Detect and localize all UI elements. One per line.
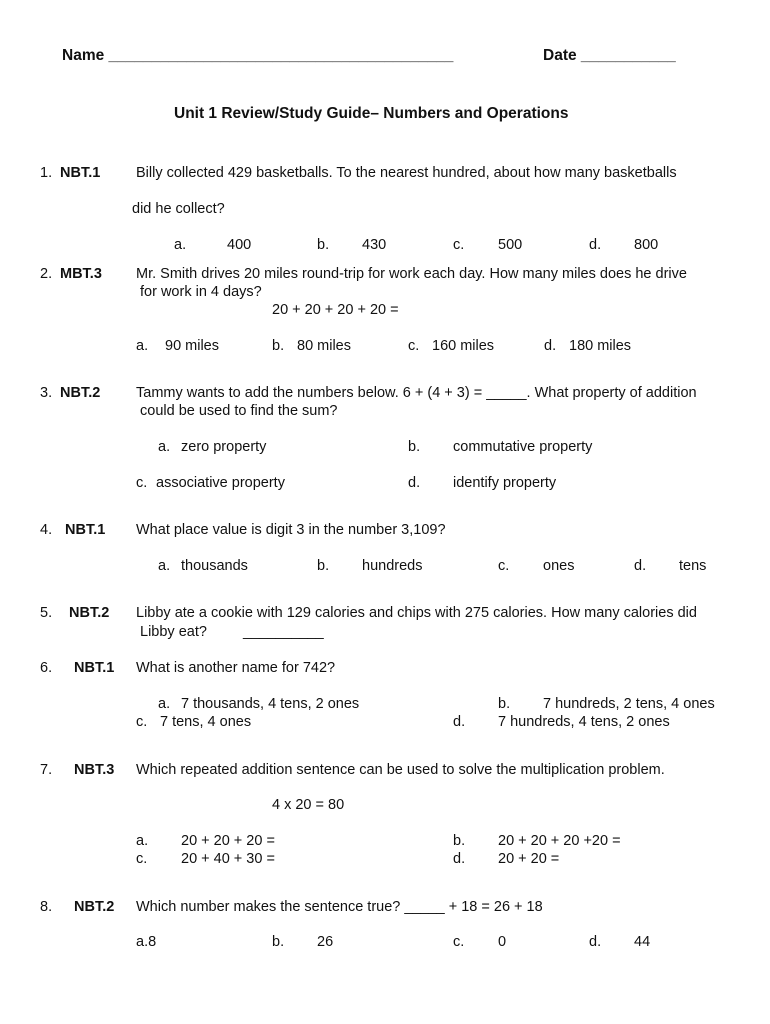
name-label: Name ________________________________________ xyxy=(62,47,454,64)
question-code: NBT.2 xyxy=(74,899,115,915)
question-text: could be used to find the sum? xyxy=(140,403,338,419)
option-a[interactable]: 400 xyxy=(227,237,252,253)
question-text: What place value is digit 3 in the number 3,109? xyxy=(136,522,446,538)
option-letter: b. xyxy=(317,237,330,253)
option-a[interactable]: 8 xyxy=(148,934,157,950)
question-number: 2. xyxy=(40,266,53,282)
option-letter: c. xyxy=(136,714,148,730)
question-text: Billy collected 429 basketballs. To the nearest hundred, about how many basketballs xyxy=(136,165,677,181)
question-code: NBT.1 xyxy=(74,660,115,676)
question-code: NBT.3 xyxy=(74,762,115,778)
option-letter: b. xyxy=(453,833,466,849)
option-d[interactable]: 44 xyxy=(634,934,651,950)
question-text: Tammy wants to add the numbers below. 6 + (4 + 3) = _____. What property of addition xyxy=(136,385,697,401)
option-d[interactable]: 7 hundreds, 4 tens, 2 ones xyxy=(498,714,670,730)
question-code: NBT.1 xyxy=(65,522,106,538)
question-text: for work in 4 days? xyxy=(140,284,262,300)
option-letter: b. xyxy=(498,696,511,712)
option-letter: a. xyxy=(136,833,149,849)
option-a[interactable]: zero property xyxy=(181,439,267,455)
option-letter: d. xyxy=(408,475,421,491)
option-letter: d. xyxy=(634,558,647,574)
question-number: 1. xyxy=(40,165,53,181)
question-number: 7. xyxy=(40,762,53,778)
option-c[interactable]: 7 tens, 4 ones xyxy=(160,714,252,730)
question-number: 6. xyxy=(40,660,53,676)
question-text: Libby eat? xyxy=(140,624,207,640)
option-b[interactable]: 26 xyxy=(317,934,334,950)
option-b[interactable]: commutative property xyxy=(453,439,593,455)
name-blank[interactable]: ________________________________________ xyxy=(108,47,454,64)
option-b[interactable]: hundreds xyxy=(362,558,423,574)
option-d[interactable]: 180 miles xyxy=(569,338,632,354)
question-text: What is another name for 742? xyxy=(136,660,336,676)
option-a[interactable]: 7 thousands, 4 tens, 2 ones xyxy=(181,696,360,712)
question-text: Mr. Smith drives 20 miles round-trip for work each day. How many miles does he drive xyxy=(136,266,687,282)
question-text: Libby ate a cookie with 129 calories and chips with 275 calories. How many calories did xyxy=(136,605,697,621)
option-letter: c. xyxy=(136,851,148,867)
option-letter: a. xyxy=(158,439,171,455)
question-text: did he collect? xyxy=(132,201,225,217)
option-letter: c. xyxy=(453,934,465,950)
option-letter: a. xyxy=(136,934,149,950)
date-blank[interactable]: ___________ xyxy=(580,47,676,64)
option-letter: c. xyxy=(498,558,510,574)
option-letter: c. xyxy=(453,237,465,253)
option-b[interactable]: 20 + 20 + 20 +20 = xyxy=(498,833,621,849)
option-a[interactable]: thousands xyxy=(181,558,248,574)
page-title: Unit 1 Review/Study Guide– Numbers and Operations xyxy=(174,105,569,122)
option-letter: a. xyxy=(174,237,187,253)
option-letter: a. xyxy=(158,558,171,574)
option-letter: d. xyxy=(589,934,602,950)
option-a[interactable]: 20 + 20 + 20 = xyxy=(181,833,275,849)
option-c[interactable]: 20 + 40 + 30 = xyxy=(181,851,275,867)
option-letter: b. xyxy=(272,934,285,950)
option-letter: d. xyxy=(453,851,466,867)
question-number: 4. xyxy=(40,522,53,538)
option-letter: d. xyxy=(453,714,466,730)
option-b[interactable]: 80 miles xyxy=(297,338,351,354)
option-c[interactable]: 0 xyxy=(498,934,507,950)
option-letter: a. xyxy=(158,696,171,712)
option-d[interactable]: 800 xyxy=(634,237,659,253)
question-code: NBT.2 xyxy=(69,605,110,621)
equation: 20 + 20 + 20 + 20 = xyxy=(272,302,399,318)
option-b[interactable]: 430 xyxy=(362,237,387,253)
option-b[interactable]: 7 hundreds, 2 tens, 4 ones xyxy=(543,696,715,712)
question-text: Which repeated addition sentence can be used to solve the multiplication problem. xyxy=(136,762,665,778)
option-d[interactable]: tens xyxy=(679,558,707,574)
option-c[interactable]: 500 xyxy=(498,237,523,253)
question-text: Which number makes the sentence true? _____ + 18 = 26 + 18 xyxy=(136,899,543,915)
equation: 4 x 20 = 80 xyxy=(272,797,345,813)
date-label: Date ___________ xyxy=(543,47,676,64)
question-number: 8. xyxy=(40,899,53,915)
question-number: 3. xyxy=(40,385,53,401)
option-c[interactable]: 160 miles xyxy=(432,338,495,354)
option-c[interactable]: ones xyxy=(543,558,575,574)
option-letter: b. xyxy=(317,558,330,574)
option-letter: c. xyxy=(408,338,420,354)
option-letter: b. xyxy=(272,338,285,354)
option-letter: d. xyxy=(544,338,557,354)
option-letter: d. xyxy=(589,237,602,253)
option-a-full[interactable] xyxy=(136,934,156,950)
question-number: 5. xyxy=(40,605,53,621)
answer-blank[interactable]: __________ xyxy=(243,624,324,640)
option-letter: b. xyxy=(408,439,421,455)
option-d[interactable]: identify property xyxy=(453,475,557,491)
option-c[interactable]: associative property xyxy=(156,475,285,491)
option-letter: a. xyxy=(136,338,149,354)
question-code: NBT.1 xyxy=(60,165,101,181)
option-letter: c. xyxy=(136,475,148,491)
question-code: NBT.2 xyxy=(60,385,101,401)
option-d[interactable]: 20 + 20 = xyxy=(498,851,560,867)
option-a[interactable]: 90 miles xyxy=(165,338,219,354)
question-code: MBT.3 xyxy=(60,266,102,282)
